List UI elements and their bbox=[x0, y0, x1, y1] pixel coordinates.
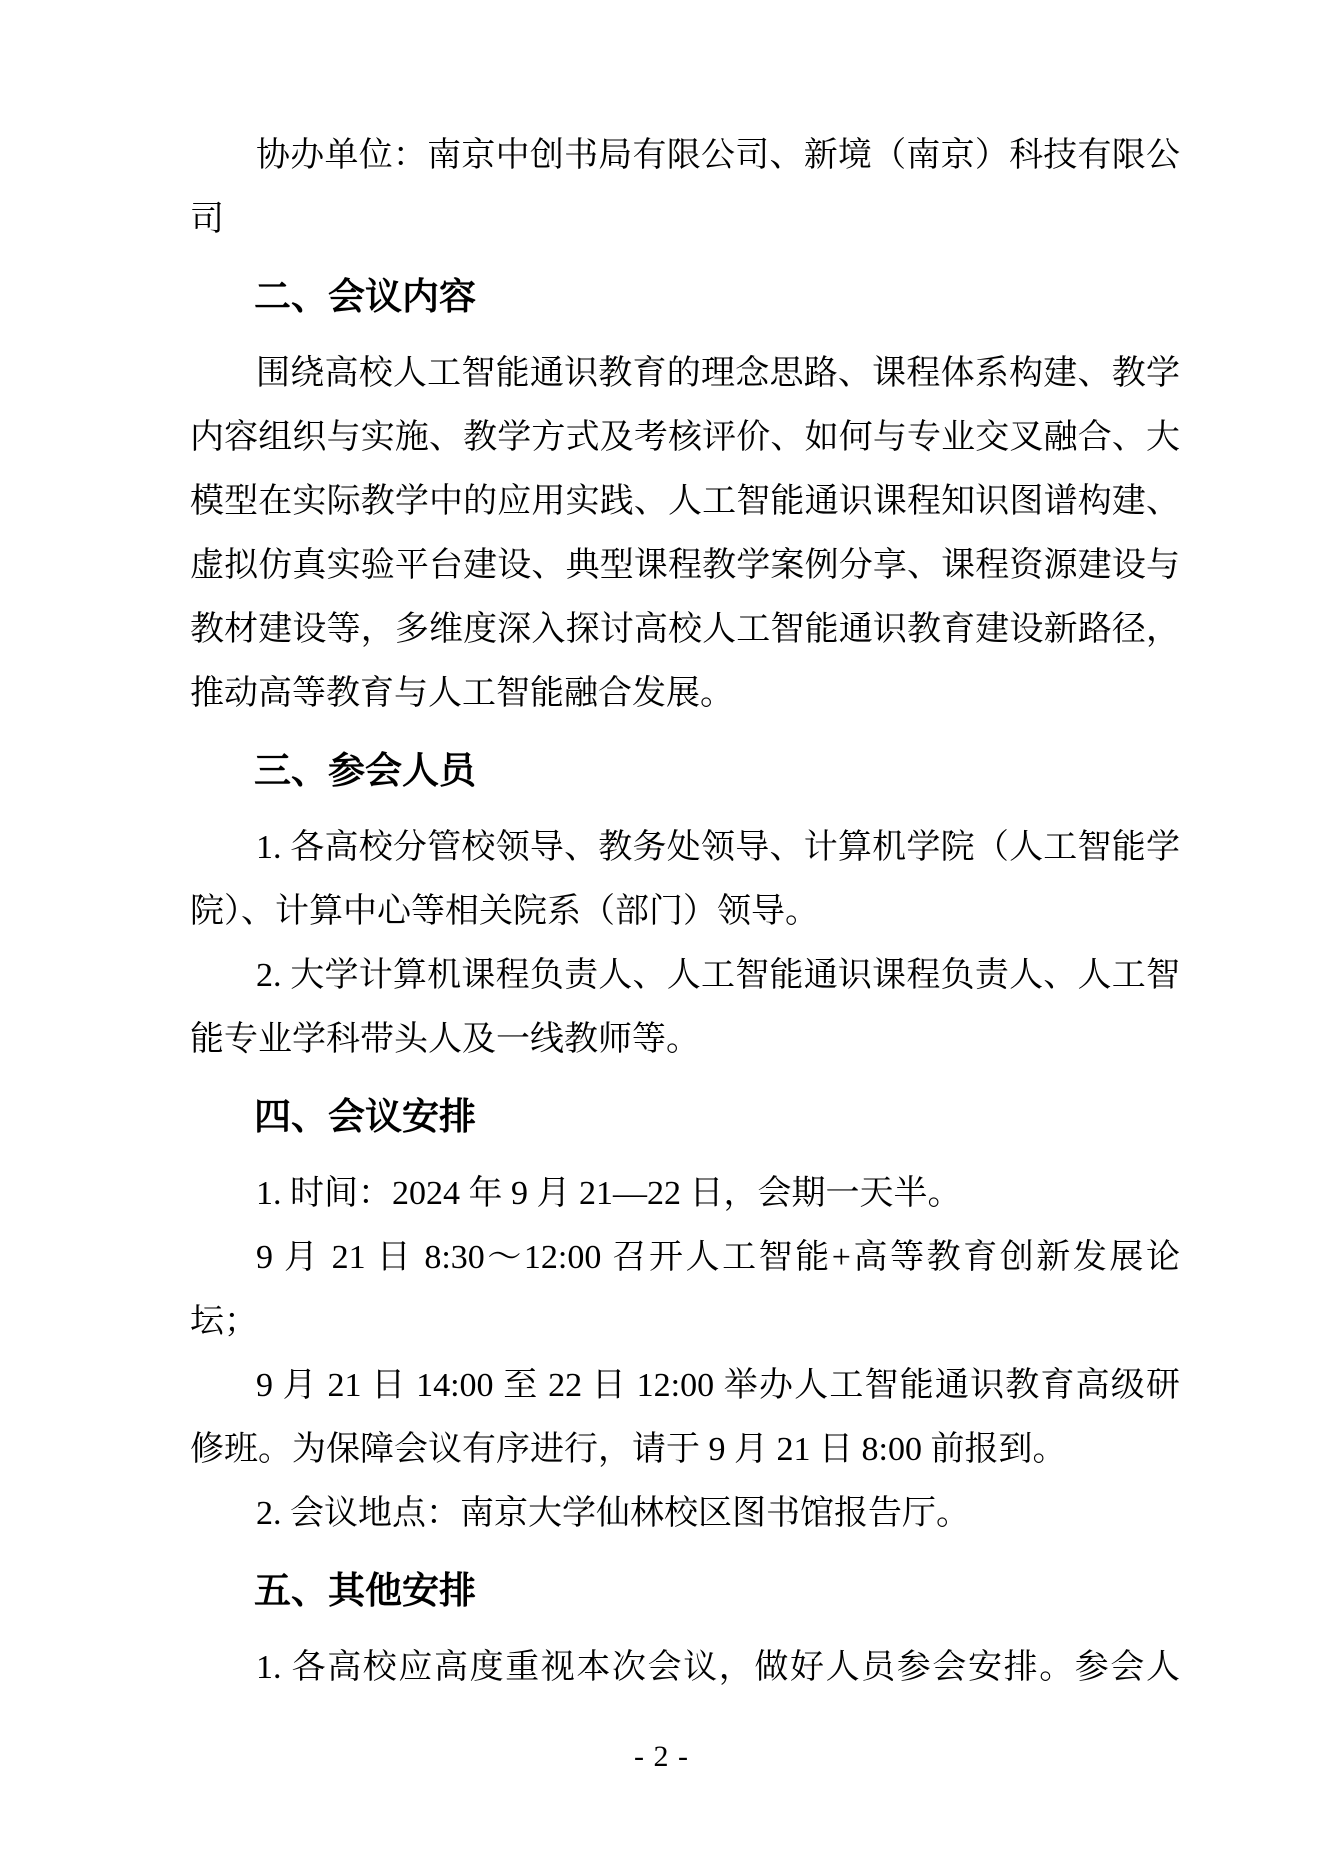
paragraph-line: 9 月 21 日 14:00 至 22 日 12:00 举办人工智能通识教育高级研 bbox=[256, 1367, 1180, 1404]
paragraph-line: 司 bbox=[190, 201, 224, 238]
paragraph-line: 1. 各高校应高度重视本次会议，做好人员参会安排。参会人 bbox=[256, 1649, 1180, 1686]
paragraph-line: 1. 时间：2024 年 9 月 21—22 日，会期一天半。 bbox=[256, 1175, 962, 1212]
paragraph-line: 推动高等教育与人工智能融合发展。 bbox=[190, 675, 734, 712]
paragraph-line: 教材建设等，多维度深入探讨高校人工智能通识教育建设新路径， bbox=[190, 611, 1180, 648]
paragraph-line: 院）、计算中心等相关院系（部门）领导。 bbox=[190, 893, 819, 930]
paragraph-line: 2. 大学计算机课程负责人、人工智能通识课程负责人、人工智 bbox=[256, 957, 1180, 994]
paragraph-line: 协办单位：南京中创书局有限公司、新境（南京）科技有限公 bbox=[256, 137, 1180, 174]
paragraph-line: 9 月 21 日 8:30～12:00 召开人工智能+高等教育创新发展论 bbox=[256, 1239, 1180, 1276]
page-number: - 2 - bbox=[634, 1740, 689, 1773]
section-heading-4-meeting-arrangement: 四、会议安排 bbox=[254, 1096, 476, 1137]
section-heading-3-participants: 三、参会人员 bbox=[254, 750, 476, 791]
section-heading-5-other-arrangement: 五、其他安排 bbox=[254, 1570, 476, 1611]
paragraph-line: 模型在实际教学中的应用实践、人工智能通识课程知识图谱构建、 bbox=[190, 483, 1180, 520]
paragraph-line: 虚拟仿真实验平台建设、典型课程教学案例分享、课程资源建设与 bbox=[190, 547, 1180, 584]
paragraph-line: 修班。为保障会议有序进行，请于 9 月 21 日 8:00 前报到。 bbox=[190, 1431, 1067, 1468]
paragraph-line: 坛； bbox=[190, 1303, 258, 1340]
paragraph-line: 围绕高校人工智能通识教育的理念思路、课程体系构建、教学 bbox=[256, 355, 1180, 392]
paragraph-line: 能专业学科带头人及一线教师等。 bbox=[190, 1021, 700, 1058]
document-body bbox=[190, 124, 1180, 1700]
paragraph-line: 内容组织与实施、教学方式及考核评价、如何与专业交叉融合、大 bbox=[190, 419, 1180, 456]
paragraph-line: 2. 会议地点：南京大学仙林校区图书馆报告厅。 bbox=[256, 1495, 970, 1532]
paragraph-line: 1. 各高校分管校领导、教务处领导、计算机学院（人工智能学 bbox=[256, 829, 1180, 866]
section-heading-2-meeting-content: 二、会议内容 bbox=[254, 276, 476, 317]
